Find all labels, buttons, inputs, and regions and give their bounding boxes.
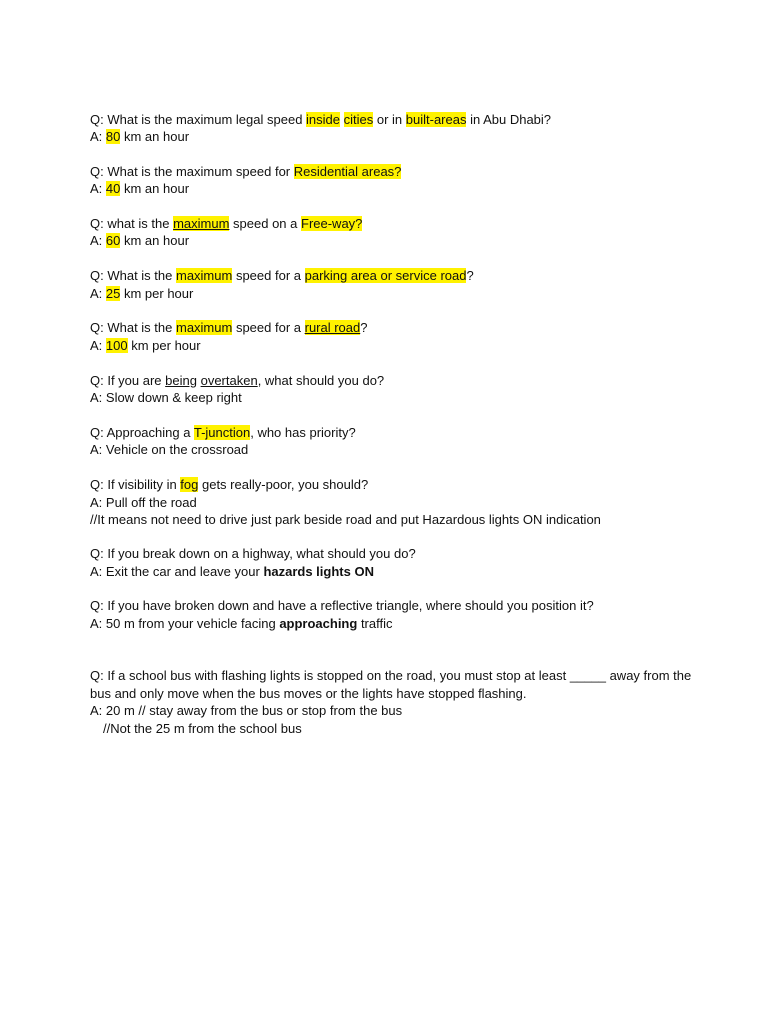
- bold-text: approaching: [279, 616, 358, 631]
- highlight: 80: [105, 129, 121, 144]
- highlight: 40: [105, 181, 121, 196]
- note-8: //It means not need to drive just park beside road and put Hazardous lights ON indication: [90, 512, 601, 527]
- question-9: Q: If you break down on a highway, what should you do?: [90, 546, 416, 561]
- question-text: Q: If visibility in: [90, 477, 181, 492]
- answer-text: km an hour: [120, 181, 190, 196]
- answer-text: km per hour: [127, 338, 201, 353]
- question-11-continued: bus and only move when the bus moves or the lights have stopped flashing.: [90, 686, 527, 701]
- highlight: fog: [180, 477, 199, 492]
- answer-text: A: 50 m from your vehicle facing: [90, 616, 280, 631]
- question-3: [90, 215, 362, 232]
- question-text: speed on a: [229, 216, 301, 231]
- highlight: 25: [105, 286, 121, 301]
- highlight: Residential areas?: [293, 164, 402, 179]
- question-text: Q: what is the: [90, 216, 174, 231]
- highlight: cities: [343, 112, 374, 127]
- answer-9: [90, 563, 374, 580]
- underlined-text: being: [165, 373, 197, 388]
- answer-5: [90, 337, 201, 354]
- question-7: [90, 424, 356, 441]
- answer-text: km an hour: [120, 233, 190, 248]
- answer-4: [90, 285, 193, 302]
- question-10: Q: If you have broken down and have a reflective triangle, where should you position it?: [90, 598, 594, 613]
- highlight: rural road: [304, 320, 361, 335]
- question-text: or in: [373, 112, 406, 127]
- question-text: in Abu Dhabi?: [466, 112, 552, 127]
- highlight: 60: [105, 233, 121, 248]
- highlight: maximum: [175, 320, 233, 335]
- highlight: T-junction: [193, 425, 251, 440]
- question-text: Q: What is the maximum speed for: [90, 164, 294, 179]
- answer-text: A: Exit the car and leave your: [90, 564, 264, 579]
- bold-text: hazards lights ON: [263, 564, 374, 579]
- answer-text: A:: [90, 129, 106, 144]
- question-8: [90, 476, 368, 493]
- answer-1: [90, 128, 189, 145]
- answer-text: A:: [90, 286, 106, 301]
- answer-7: A: Vehicle on the crossroad: [90, 442, 249, 457]
- question-text: Q: If you are: [90, 373, 166, 388]
- answer-text: A:: [90, 233, 106, 248]
- question-text: , who has priority?: [250, 425, 356, 440]
- question-text: ?: [466, 268, 474, 283]
- highlight: inside: [306, 112, 340, 127]
- answer-text: km per hour: [120, 286, 194, 301]
- answer-8: A: Pull off the road: [90, 495, 197, 510]
- question-1: [90, 111, 551, 128]
- answer-2: [90, 180, 189, 197]
- highlight: built-areas: [405, 112, 467, 127]
- question-text: speed for a: [232, 268, 305, 283]
- question-2: [90, 163, 401, 180]
- question-5: [90, 319, 367, 336]
- answer-10: [90, 615, 393, 632]
- question-text: Q: Approaching a: [90, 425, 194, 440]
- answer-text: A:: [90, 181, 106, 196]
- question-text: Q: What is the: [90, 268, 176, 283]
- highlight: 100: [105, 338, 128, 353]
- question-text: Q: What is the: [90, 320, 176, 335]
- highlight: maximum: [175, 268, 233, 283]
- underlined-text: overtaken: [200, 373, 258, 388]
- note-11: //Not the 25 m from the school bus: [103, 721, 302, 736]
- answer-text: A:: [90, 338, 106, 353]
- highlight: parking area or service road: [304, 268, 467, 283]
- question-text: Q: What is the maximum legal speed: [90, 112, 307, 127]
- answer-11: A: 20 m // stay away from the bus or stop from the bus: [90, 703, 403, 718]
- question-text: , what should you do?: [257, 373, 385, 388]
- answer-text: traffic: [357, 616, 393, 631]
- highlight: Free-way?: [301, 216, 363, 231]
- question-text: gets really-poor, you should?: [198, 477, 369, 492]
- answer-6: A: Slow down & keep right: [90, 390, 242, 405]
- question-4: [90, 267, 474, 284]
- question-text: ?: [360, 320, 368, 335]
- answer-text: km an hour: [120, 129, 190, 144]
- answer-3: [90, 232, 189, 249]
- question-11: Q: If a school bus with flashing lights is stopped on the road, you must stop at least _____ away from the: [90, 668, 692, 683]
- question-text: speed for a: [232, 320, 305, 335]
- question-6: [90, 372, 384, 389]
- highlight: maximum: [173, 216, 230, 231]
